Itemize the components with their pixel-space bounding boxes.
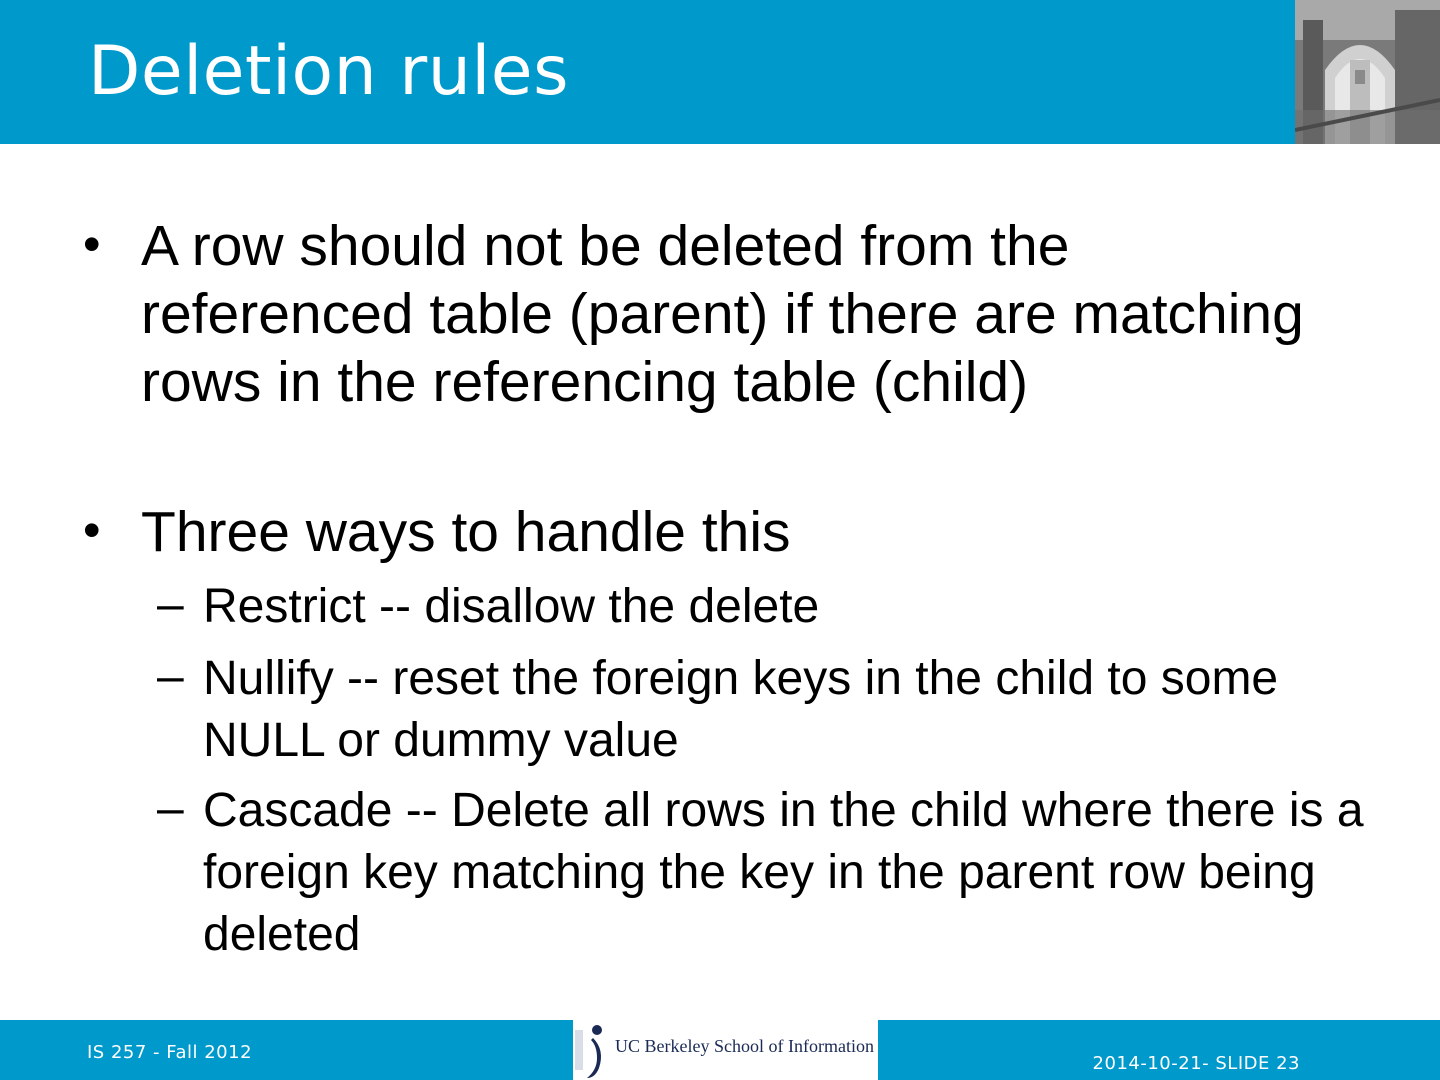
ischool-logo-icon — [575, 1020, 613, 1080]
dash-glyph: – — [157, 782, 184, 835]
logo-text: UC Berkeley School of Information — [615, 1036, 874, 1056]
footer-bar — [0, 1020, 1440, 1080]
sub-bullet-item — [157, 648, 1383, 772]
ischool-logo — [573, 1020, 878, 1080]
sub-bullet-text: Cascade -- Delete all rows in the child where there is a foreign key matching the key in the parent row being deleted — [203, 784, 1364, 961]
course-label: IS 257 - Fall 2012 — [87, 1042, 253, 1063]
slide-title: Deletion rules — [88, 32, 570, 111]
slide-number: 2014-10-21- SLIDE 23 — [1092, 1053, 1300, 1074]
header-photo — [1295, 0, 1440, 144]
bullet-item — [83, 498, 1341, 566]
dash-glyph: – — [157, 578, 184, 631]
sub-bullet-item — [157, 780, 1383, 966]
bullet-glyph: • — [83, 216, 101, 272]
building-archway-photo — [1295, 0, 1440, 144]
sub-bullet-item — [157, 576, 1383, 638]
bullet-text: A row should not be deleted from the referenced table (parent) if there are matching rows in the referencing table (child) — [141, 214, 1304, 414]
bullet-glyph: • — [83, 502, 101, 558]
bullet-item — [83, 212, 1341, 416]
sub-bullet-text: Restrict -- disallow the delete — [203, 580, 820, 633]
dash-glyph: – — [157, 650, 184, 703]
sub-bullet-text: Nullify -- reset the foreign keys in the child to some NULL or dummy value — [203, 652, 1279, 767]
bullet-text: Three ways to handle this — [141, 500, 791, 564]
header-bar — [0, 0, 1440, 144]
